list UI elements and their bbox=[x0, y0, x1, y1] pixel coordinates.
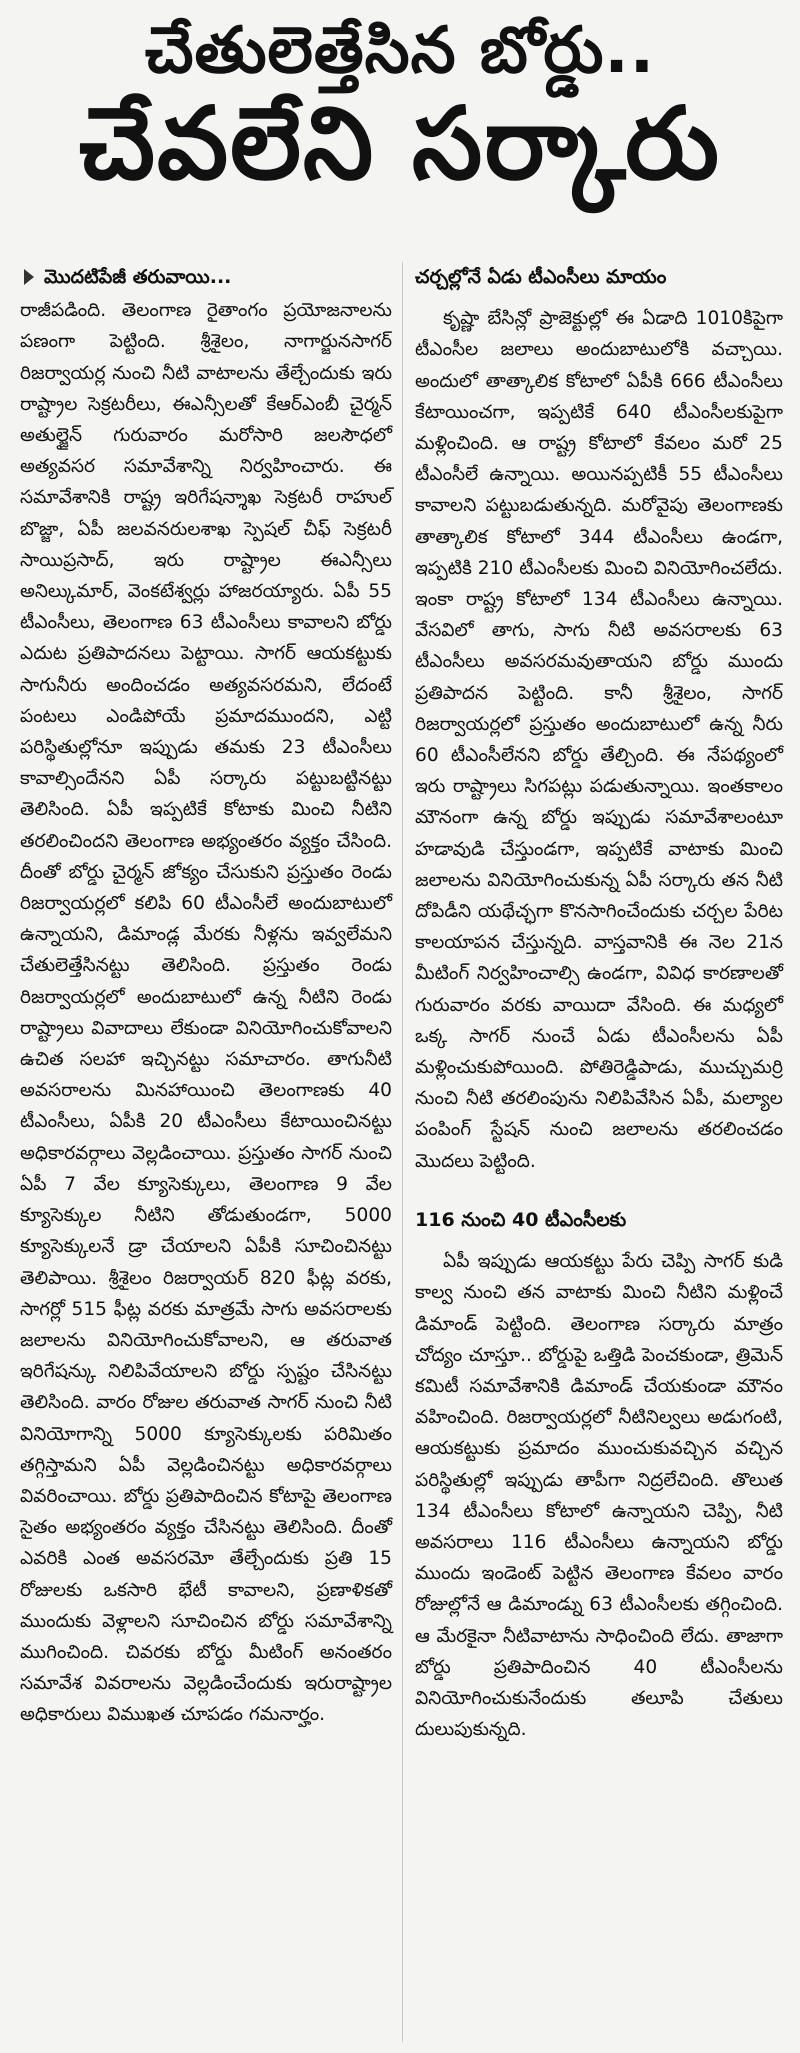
article-left-column bbox=[20, 262, 392, 1731]
subhead-116-to-40: 116 నుంచి 40 టీఎంసీలకు bbox=[415, 1208, 627, 1231]
continued-from-front-page bbox=[20, 262, 392, 293]
jump-label: మొదటిపేజీ తరువాయి... bbox=[44, 266, 232, 288]
subhead-seven-tmc: చర్చల్లోనే ఏడు టీఎంసీలు మాయం bbox=[415, 266, 667, 288]
right-column-para-2: ఏపీ ఇప్పుడు ఆయకట్టు పేరు చెప్పి సాగర్ కుడి కాల్వ నుంచి తన వాటాకు మించి నీటిని మళ్లించే డిమాండ్ పెట్టింది. తెలంగాణ సర్కారు మాత్రం చోద్యం చూస్తూ.. బోర్డుపై ఒత్తిడి పెంచకుండా, త్రిమెన్ కమిటీ సమావేశానికి డిమాండ్ చేయకుండా మౌనం వహించింది. రిజర్వాయర్లలో నీటినిల్వలు అడుగంటి, ఆయకట్టుకు ప్రమాదం ముంచుకువచ్చిన వచ్చిన పరిస్థితుల్లో ఇప్పుడు తాపీగా నిద్రలేచింది. తొలుత 134 టీఎంసీలు కోటాలో ఉన్నాయని చెప్పి, నీటి అవసరాలు 116 టీఎంసీలు ఉన్నాయని బోర్డు ముందు ఇండెంట్ పెట్టిన తెలంగాణ కేవలం వారం రోజుల్లోనే ఆ డిమాండ్ను 63 టీఎంసీలకు తగ్గించింది. ఆ మేరకైనా నీటివాటాను సాధించింది లేదు. తాజాగా బోర్డు ప్రతిపాదించిన 40 టీఎంసీలను వినియోగించుకునేందుకు తలూపి చేతులు దులుపుకున్నది. bbox=[415, 1251, 783, 1741]
column-divider bbox=[402, 262, 403, 2042]
right-column-para-1: కృష్ణా బేసిన్లో ప్రాజెక్టుల్లో ఈ ఏడాది 1010కిపైగా టీఎంసీల జలాలు అందుబాటులోకి వచ్చాయి. అందులో తాత్కాలిక కోటాలో ఏపీకి 666 టీఎంసీలు కేటాయించగా, ఇప్పటికే 640 టీఎంసీలకుపైగా మళ్లించింది. ఆ రాష్ట్ర కోటాలో కేవలం మరో 25 టీఎంసీలే ఉన్నాయి. అయినప్పటికీ 55 టీఎంసీలు కావాలని పట్టుబడుతున్నది. మరోవైపు తెలంగాణకు తాత్కాలిక కోటాలో 344 టీఎంసీలు ఉండగా, ఇప్పటికి 210 టీఎంసీలకు మించి వినియోగించలేదు. ఇంకా రాష్ట్ర కోటాలో 134 టీఎంసీలు ఉన్నాయి. వేసవిలో తాగు, సాగు నీటి అవసరాలకు 63 టీఎంసీలు అవసరమవుతాయని బోర్డు ముందు ప్రతిపాదన పెట్టింది. కానీ శ్రీశైలం, సాగర్ రిజర్వాయర్లలో ప్రస్తుతం అందుబాటులో ఉన్న నీరు 60 టీఎంసీలేనని బోర్డు తేల్చింది. ఈ నేపథ్యంలో ఇరు రాష్ట్రాలు సిగపట్లు పడుతున్నాయి. ఇంతకాలం మౌనంగా ఉన్న బోర్డు ఇప్పుడు సమావేశాలంటూ హడావుడి చేస్తుండగా, ఇప్పటికే వాటాకు మించి జలాలను వినియోగించుకున్న ఏపీ సర్కారు తన నీటి దోపిడీని యథేచ్ఛగా కొనసాగించేందుకు చర్చల పేరిట కాలయాపన చేస్తున్నది. వాస్తవానికి ఈ నెల 21న మీటింగ్ నిర్వహించాల్సి ఉండగా, వివిధ కారణాలతో గురువారం వరకు వాయిదా వేసింది. ఈ మధ్యలో ఒక్క సాగర్ నుంచే ఏడు టీఎంసీలను ఏపీ మళ్లించుకుపోయింది. పోతిరెడ్డిపాడు, ముచ్చుమర్రి నుంచి నీటి తరలింపును నిలిపివేసిన ఏపీ, మల్యాల పంపింగ్ స్టేషన్ నుంచి జలాలను తరలించడం మొదలు పెట్టింది. bbox=[415, 308, 783, 1172]
arrow-right-icon bbox=[24, 269, 34, 285]
headline-line-2: చేవలేని సర్కారు bbox=[78, 85, 721, 203]
article-right-column bbox=[415, 262, 783, 1745]
headline bbox=[20, 14, 780, 203]
headline-line-1: చేతులెత్తేసిన బోర్డు.. bbox=[144, 14, 656, 88]
left-column-body: రాజీపడింది. తెలంగాణ రైతాంగం ప్రయోజనాలను పణంగా పెట్టింది. శ్రీశైలం, నాగార్జునసాగర్ రిజర్వాయర్ల నుంచి నీటి వాటాలను తేల్చేందుకు ఇరు రాష్ట్రాల సెక్రటరీలు, ఈఎన్సీలతో కేఆర్ఎంబీ చైర్మన్ అతుల్జైన్ గురువారం మరోసారి జలసౌధలో అత్యవసర సమావేశాన్ని నిర్వహించారు. ఈ సమావేశానికి రాష్ట్ర ఇరిగేషన్శాఖ సెక్రటరీ రాహుల్ బొజ్జా, ఏపీ జలవనరులశాఖ స్పెషల్ చీఫ్ సెక్రటరీ సాయిప్రసాద్, ఇరు రాష్ట్రాల ఈఎన్సీలు అనిల్కుమార్, వెంకటేశ్వర్లు హాజరయ్యారు. ఏపీ 55 టీఎంసీలు, తెలంగాణ 63 టీఎంసీలు కావాలని బోర్డు ఎదుట ప్రతిపాదనలు పెట్టాయి. సాగర్ ఆయకట్టుకు సాగునీరు అందించడం అత్యవసరమని, లేదంటే పంటలు ఎండిపోయే ప్రమాదముందని, ఎట్టి పరిస్థితుల్లోనూ ఇప్పుడు తమకు 23 టీఎంసీలు కావాల్సిందేనని ఏపీ సర్కారు పట్టుబట్టినట్టు తెలిసింది. ఏపీ ఇప్పటికే కోటాకు మించి నీటిని తరలించిందని తెలంగాణ అభ్యంతరం వ్యక్తం చేసింది. దీంతో బోర్డు చైర్మన్ జోక్యం చేసుకుని ప్రస్తుతం రెండు రిజర్వాయర్లలో కలిపి 60 టీఎంసీలే అందుబాటులో ఉన్నాయని, డిమాండ్ల మేరకు నీళ్లను ఇవ్వలేమని చేతులెత్తేసినట్టు తెలిసింది. ప్రస్తుతం రెండు రిజర్వాయర్లలో అందుబాటులో ఉన్న నీటిని రెండు రాష్ట్రాలు వివాదాలు లేకుండా వినియోగించుకోవాలని ఉచిత సలహా ఇచ్చినట్టు సమాచారం. తాగునీటి అవసరాలను మినహాయించి తెలంగాణకు 40 టీఎంసీలు, ఏపీకి 20 టీఎంసీలు కేటాయించినట్టు అధికారవర్గాలు వెల్లడించాయి. ప్రస్తుతం సాగర్ నుంచి ఏపీ 7 వేల క్యూసెక్కులు, తెలంగాణ 9 వేల క్యూసెక్కుల నీటిని తోడుతుండగా, 5000 క్యూసెక్కులనే డ్రా చేయాలని ఏపీకి సూచించినట్టు తెలిపాయి. శ్రీశైలం రిజర్వాయర్ 820 ఫీట్ల వరకు, సాగర్లో 515 ఫీట్ల వరకు మాత్రమే సాగు అవసరాలకు జలాలను వినియోగించుకోవాలని, ఆ తరువాత ఇరిగేషన్కు నిలిపివేయాలని బోర్డు స్పష్టం చేసినట్టు తెలిసింది. వారం రోజుల తరువాత సాగర్ నుంచి నీటి వినియోగాన్ని 5000 క్యూసెక్కులకు పరిమితం తగ్గిస్తామని ఏపీ వెల్లడించినట్టు అధికారవర్గాలు వివరించాయి. బోర్డు ప్రతిపాదించిన కోటాపై తెలంగాణ సైతం అభ్యంతరం వ్యక్తం చేసినట్టు తెలిసింది. దీంతో ఎవరికి ఎంత అవసరమో తేల్చేందుకు ప్రతి 15 రోజులకు ఒకసారి భేటీ కావాలని, ప్రణాళికతో ముందుకు వెళ్లాలని సూచించిన బోర్డు సమావేశాన్ని ముగించింది. చివరకు బోర్డు మీటింగ్ అనంతరం సమావేశ వివరాలను వెల్లడించేందుకు ఇరురాష్ట్రాల అధికారులు విముఖత చూపడం గమనార్హం. bbox=[20, 300, 392, 1726]
